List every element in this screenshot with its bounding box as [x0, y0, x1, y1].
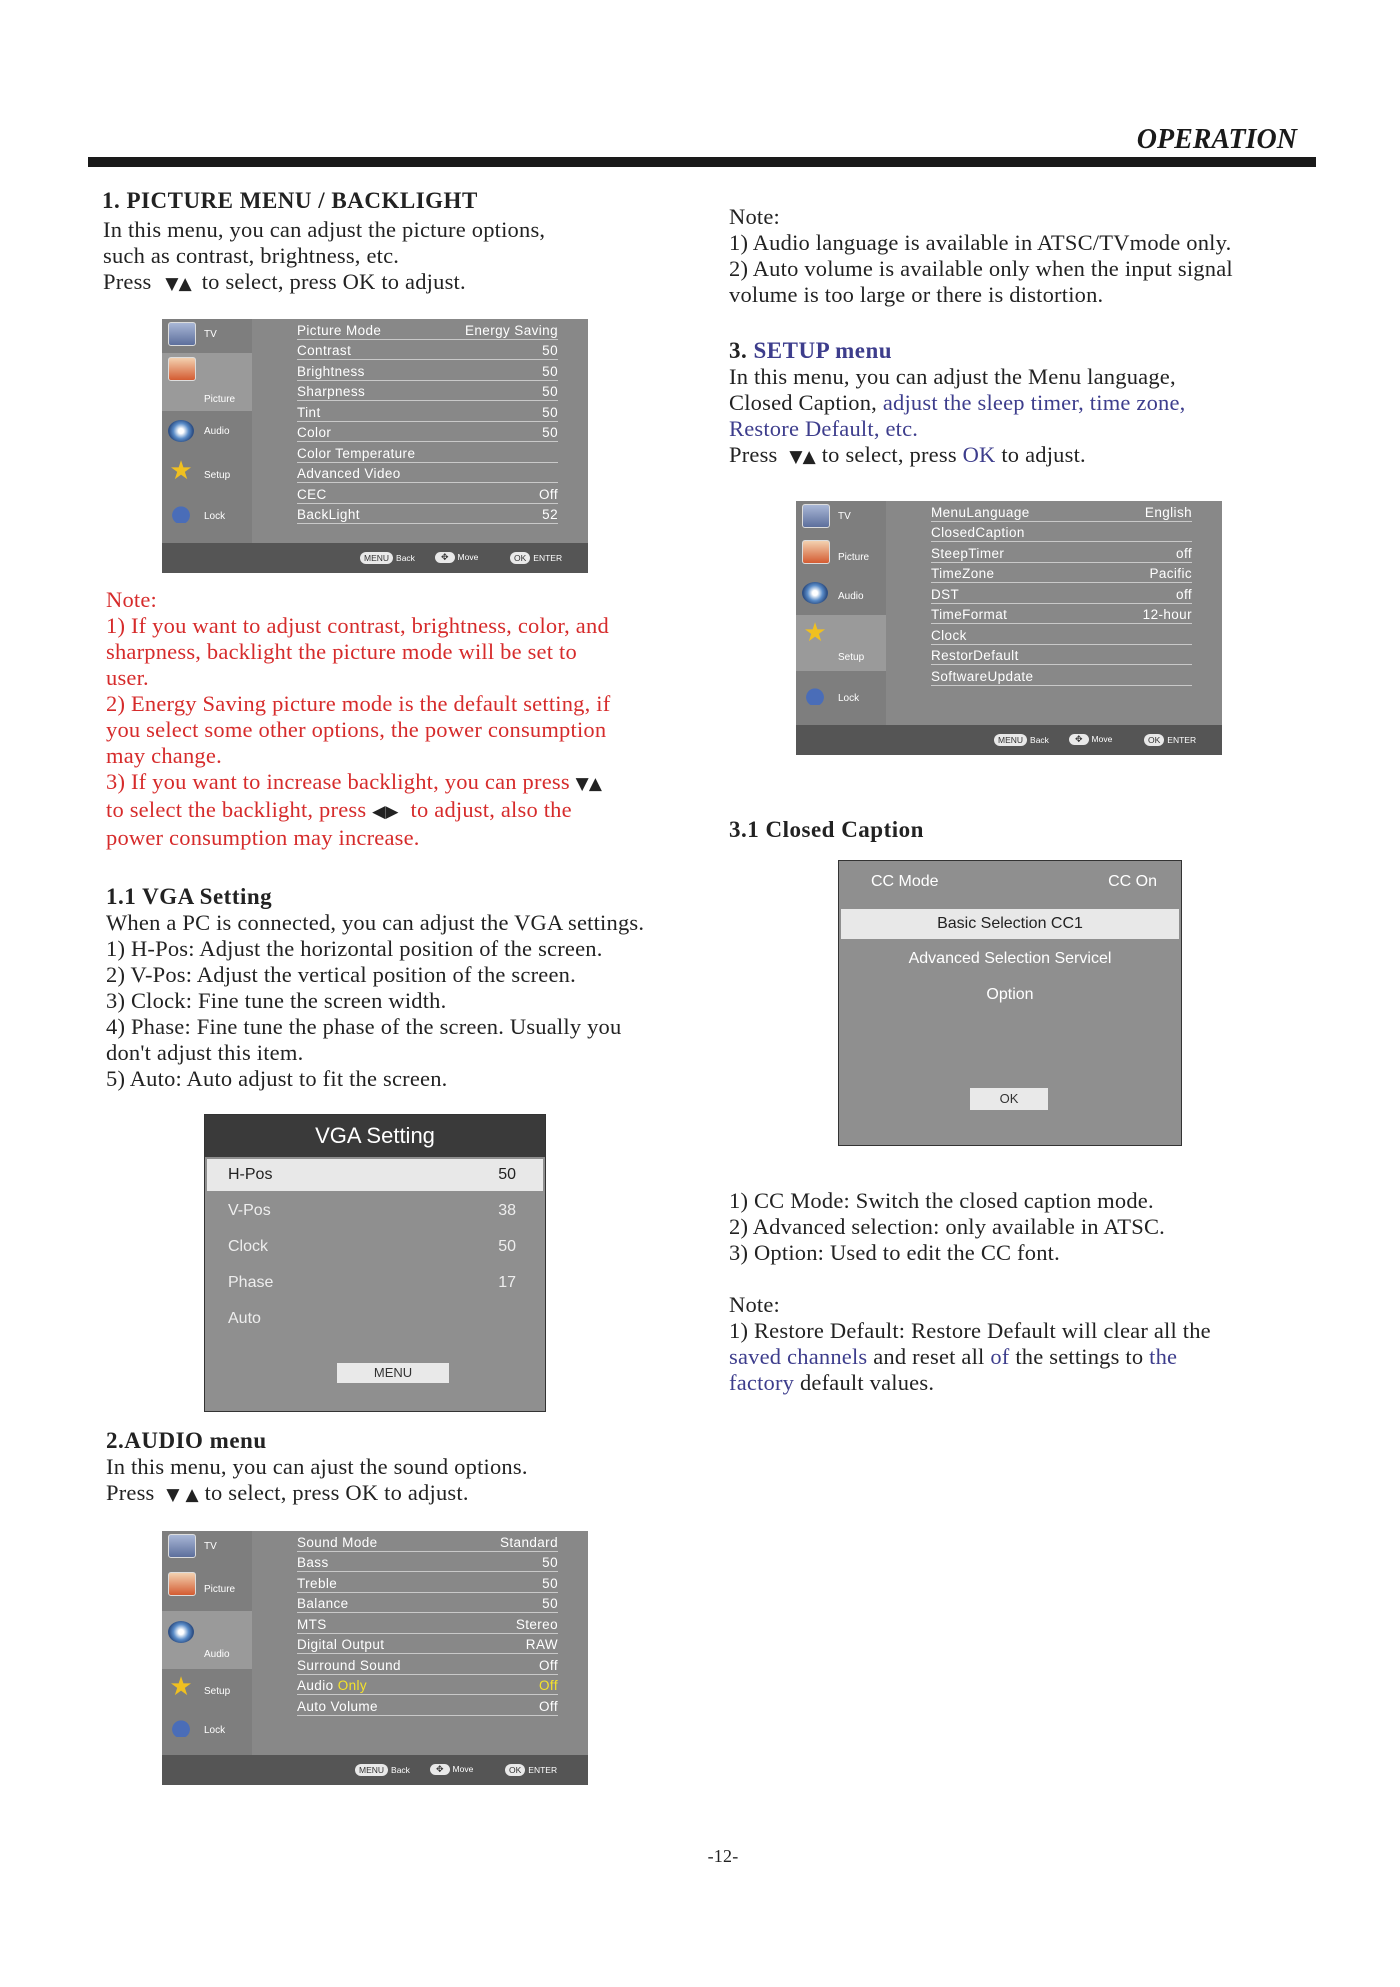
note-line: 1) Audio language is available in ATSC/TVmode only.: [729, 230, 1232, 255]
picture-menu-screenshot: [162, 319, 588, 573]
menu-row: Tint 50: [297, 401, 558, 422]
cc-option: Option: [986, 986, 1034, 1003]
sidebar-item-picture: Picture: [162, 353, 252, 411]
note-line: may change.: [106, 743, 222, 768]
menu-row: Digital Output RAW: [297, 1634, 558, 1655]
note-line: 2) Energy Saving picture mode is the default setting, if: [106, 691, 611, 716]
lock-icon: [802, 683, 828, 705]
audio-icon: [802, 582, 828, 604]
setup-star-icon: ★: [169, 455, 193, 485]
menu-row: MTS Stereo: [297, 1613, 558, 1634]
picture-icon: [802, 540, 830, 564]
audio-intro-line: In this menu, you can ajust the sound options.: [106, 1454, 528, 1479]
note-line: 1) Restore Default: Restore Default will clear all the: [729, 1318, 1211, 1343]
page-number: -12-: [707, 1846, 739, 1866]
section-heading-closed-caption: 3.1 Closed Caption: [729, 817, 924, 842]
cc-note-line: 1) CC Mode: Switch the closed caption mode.: [729, 1188, 1154, 1213]
footer-back: MENU Back: [355, 1764, 410, 1776]
sidebar-item-picture: Picture: [796, 539, 886, 563]
audio-section: [106, 1428, 726, 1508]
footer-move: ✥ Move: [435, 552, 478, 563]
audio-icon: [168, 420, 194, 442]
menu-row: TimeFormat 12-hour: [931, 604, 1192, 625]
page-header-title: OPERATION: [1136, 124, 1297, 155]
vga-row: V-Pos 38: [228, 1202, 516, 1219]
vga-line: don't adjust this item.: [106, 1040, 304, 1065]
cc-ok-button: OK: [970, 1088, 1048, 1110]
footer-move: ✥ Move: [430, 1764, 473, 1775]
cc-note-line: 3) Option: Used to edit the CC font.: [729, 1240, 1060, 1265]
vga-menu-screenshot: [204, 1114, 546, 1412]
note-label: Note:: [729, 1292, 780, 1317]
vga-line: 4) Phase: Fine tune the phase of the screen. Usually you: [106, 1014, 622, 1039]
menu-row: CEC Off: [297, 483, 558, 504]
vga-line: 1) H-Pos: Adjust the horizontal position of the screen.: [106, 936, 603, 961]
cc-advanced-selection: Advanced Selection Servicel: [908, 950, 1112, 967]
picture-press-line: [103, 269, 703, 297]
menu-footer: [796, 725, 1222, 755]
menu-row: Sound Mode Standard: [297, 1531, 558, 1552]
setup-menu-rows: [931, 501, 1192, 686]
audio-menu-screenshot: [162, 1531, 588, 1785]
setup-line: In this menu, you can adjust the Menu language,: [729, 364, 1176, 389]
menu-row: Treble 50: [297, 1572, 558, 1593]
menu-row: Auto Volume Off: [297, 1695, 558, 1716]
menu-row: Color Temperature: [297, 442, 558, 463]
up-arrow-icon: ▲: [588, 774, 603, 794]
sidebar-item-audio: Audio: [162, 1611, 252, 1669]
press-instruction: to select, press OK to adjust.: [201, 269, 466, 294]
picture-intro-line-2: such as contrast, brightness, etc.: [103, 243, 400, 268]
menu-row: ClosedCaption: [931, 522, 1192, 543]
note-line: 3) If you want to increase backlight, you can press ▼▲: [106, 769, 603, 794]
menu-row: Contrast 50: [297, 340, 558, 361]
menu-row: DST off: [931, 583, 1192, 604]
note-line: 1) If you want to adjust contrast, brightness, color, and: [106, 613, 609, 638]
tv-icon: [168, 1534, 196, 1558]
picture-intro-line-1: In this menu, you can adjust the picture options,: [103, 217, 546, 242]
audio-icon: [168, 1621, 194, 1643]
footer-move: ✥ Move: [1069, 734, 1112, 745]
note-label: Note:: [729, 204, 780, 229]
down-arrow-icon: ▼: [575, 774, 589, 794]
note-line: volume is too large or there is distortion.: [729, 282, 1104, 307]
up-arrow-icon: ▲: [802, 447, 816, 467]
sidebar-item-setup: ★ Setup: [169, 455, 231, 485]
setup-line: Restore Default, etc.: [729, 416, 919, 441]
audio-press-line: Press ▼ ▲ to select, press OK to adjust.: [106, 1480, 469, 1505]
audio-menu-rows: [297, 1531, 558, 1716]
section-heading-setup: 3. SETUP menu: [729, 338, 893, 363]
left-arrow-icon: ◀: [372, 802, 386, 822]
header-rule: [88, 157, 1316, 167]
picture-note: [106, 587, 706, 851]
footer-enter: OK ENTER: [1144, 734, 1196, 746]
vga-row: Auto: [228, 1310, 261, 1327]
lock-icon: [168, 501, 194, 523]
picture-icon: [168, 357, 196, 381]
menu-footer: [162, 543, 588, 573]
cc-notes: [729, 1188, 1349, 1266]
right-arrow-icon: ▶: [385, 802, 399, 822]
note-line: to select the backlight, press ◀▶ to adjust, also the: [106, 797, 572, 822]
note-line: user.: [106, 665, 149, 690]
note-line: saved channels and reset all of the settings to the: [729, 1344, 1178, 1369]
picture-menu-rows: [297, 319, 558, 524]
tv-icon: [168, 322, 196, 346]
note-line: 2) Auto volume is available only when the input signal: [729, 256, 1233, 281]
sidebar-item-audio: Audio: [796, 581, 886, 605]
move-icon: ✥: [430, 1764, 450, 1775]
section-heading-audio: 2.AUDIO menu: [106, 1428, 267, 1453]
sidebar-item-picture: Picture: [162, 1571, 252, 1595]
menu-row: Surround Sound Off: [297, 1654, 558, 1675]
setup-section: [729, 338, 1329, 470]
vga-line: 5) Auto: Auto adjust to fit the screen.: [106, 1066, 448, 1091]
audio-note: [729, 204, 1329, 308]
note-line: factory default values.: [729, 1370, 935, 1395]
note-label: Note:: [106, 587, 157, 612]
up-arrow-icon: ▲: [178, 274, 192, 294]
menu-sidebar: [796, 501, 886, 725]
note-line: sharpness, backlight the picture mode will be set to: [106, 639, 577, 664]
section-heading-vga: 1.1 VGA Setting: [106, 884, 273, 909]
press-text: Press: [103, 269, 152, 294]
picture-icon: [168, 1572, 196, 1596]
vga-line: When a PC is connected, you can adjust the VGA settings.: [106, 910, 645, 935]
footer-back: MENU Back: [994, 734, 1049, 746]
menu-row: Brightness 50: [297, 360, 558, 381]
sidebar-item-tv: TV: [162, 1533, 252, 1557]
menu-sidebar: [162, 1531, 252, 1755]
sidebar-item-setup: ★ Setup: [169, 1671, 231, 1701]
sidebar-item-lock: Lock: [162, 1713, 252, 1741]
vga-menu-button: MENU: [337, 1363, 449, 1383]
down-arrow-icon: ▼: [166, 1485, 180, 1505]
sidebar-item-lock: Lock: [796, 681, 886, 709]
menu-row: Audio Only Off: [297, 1675, 558, 1696]
sidebar-item-tv: TV: [796, 503, 886, 527]
setup-star-icon: ★: [169, 1671, 193, 1701]
vga-line: 2) V-Pos: Adjust the vertical position of the screen.: [106, 962, 576, 987]
menu-row: Color 50: [297, 422, 558, 443]
move-icon: ✥: [435, 552, 455, 563]
setup-press-line: Press ▼▲ to select, press OK to adjust.: [729, 442, 1086, 467]
up-arrow-icon: ▲: [185, 1485, 199, 1505]
menu-row: BackLight 52: [297, 504, 558, 525]
menu-row: Sharpness 50: [297, 381, 558, 402]
setup-star-icon: ★: [803, 617, 827, 647]
menu-row: MenuLanguage English: [931, 501, 1192, 522]
cc-note-line: 2) Advanced selection: only available in ATSC.: [729, 1214, 1165, 1239]
vga-row: H-Pos 50: [207, 1159, 543, 1191]
tv-icon: [802, 504, 830, 528]
menu-row: TimeZone Pacific: [931, 563, 1192, 584]
closed-caption-menu-screenshot: [838, 860, 1182, 1146]
vga-row: Phase 17: [228, 1274, 516, 1291]
cc-basic-selection: Basic Selection CC1: [841, 909, 1179, 939]
menu-row: Picture Mode Energy Saving: [297, 319, 558, 340]
sidebar-item-audio: Audio: [162, 419, 252, 443]
vga-line: 3) Clock: Fine tune the screen width.: [106, 988, 447, 1013]
footer-enter: OK ENTER: [505, 1764, 557, 1776]
menu-row: SteepTimer off: [931, 542, 1192, 563]
picture-section: [103, 188, 703, 297]
restore-note: [729, 1292, 1349, 1396]
menu-footer: [162, 1755, 588, 1785]
vga-menu-title: VGA Setting: [205, 1115, 545, 1157]
note-line: you select some other options, the power consumption: [106, 717, 607, 742]
lock-icon: [168, 1715, 194, 1737]
menu-row: Balance 50: [297, 1593, 558, 1614]
cc-mode-row: CC Mode CC On: [871, 873, 1157, 890]
menu-row: SoftwareUpdate: [931, 665, 1192, 686]
footer-back: MENU Back: [360, 552, 415, 564]
note-line: power consumption may increase.: [106, 825, 420, 850]
down-arrow-icon: ▼: [165, 274, 179, 294]
section-heading-picture: 1. PICTURE MENU / BACKLIGHT: [102, 188, 478, 213]
sidebar-item-setup: ★ Setup: [796, 615, 886, 671]
vga-row: Clock 50: [228, 1238, 516, 1255]
menu-sidebar: [162, 319, 252, 543]
down-arrow-icon: ▼: [789, 447, 803, 467]
menu-row: Clock: [931, 624, 1192, 645]
menu-row: Bass 50: [297, 1552, 558, 1573]
menu-row: Advanced Video: [297, 463, 558, 484]
move-icon: ✥: [1069, 734, 1089, 745]
sidebar-item-tv: TV: [162, 321, 252, 345]
sidebar-item-lock: Lock: [162, 499, 252, 527]
setup-line: Closed Caption, adjust the sleep timer, time zone,: [729, 390, 1186, 415]
footer-enter: OK ENTER: [510, 552, 562, 564]
vga-section: [106, 884, 726, 1092]
setup-menu-screenshot: [796, 501, 1222, 755]
menu-row: RestorDefault: [931, 645, 1192, 666]
